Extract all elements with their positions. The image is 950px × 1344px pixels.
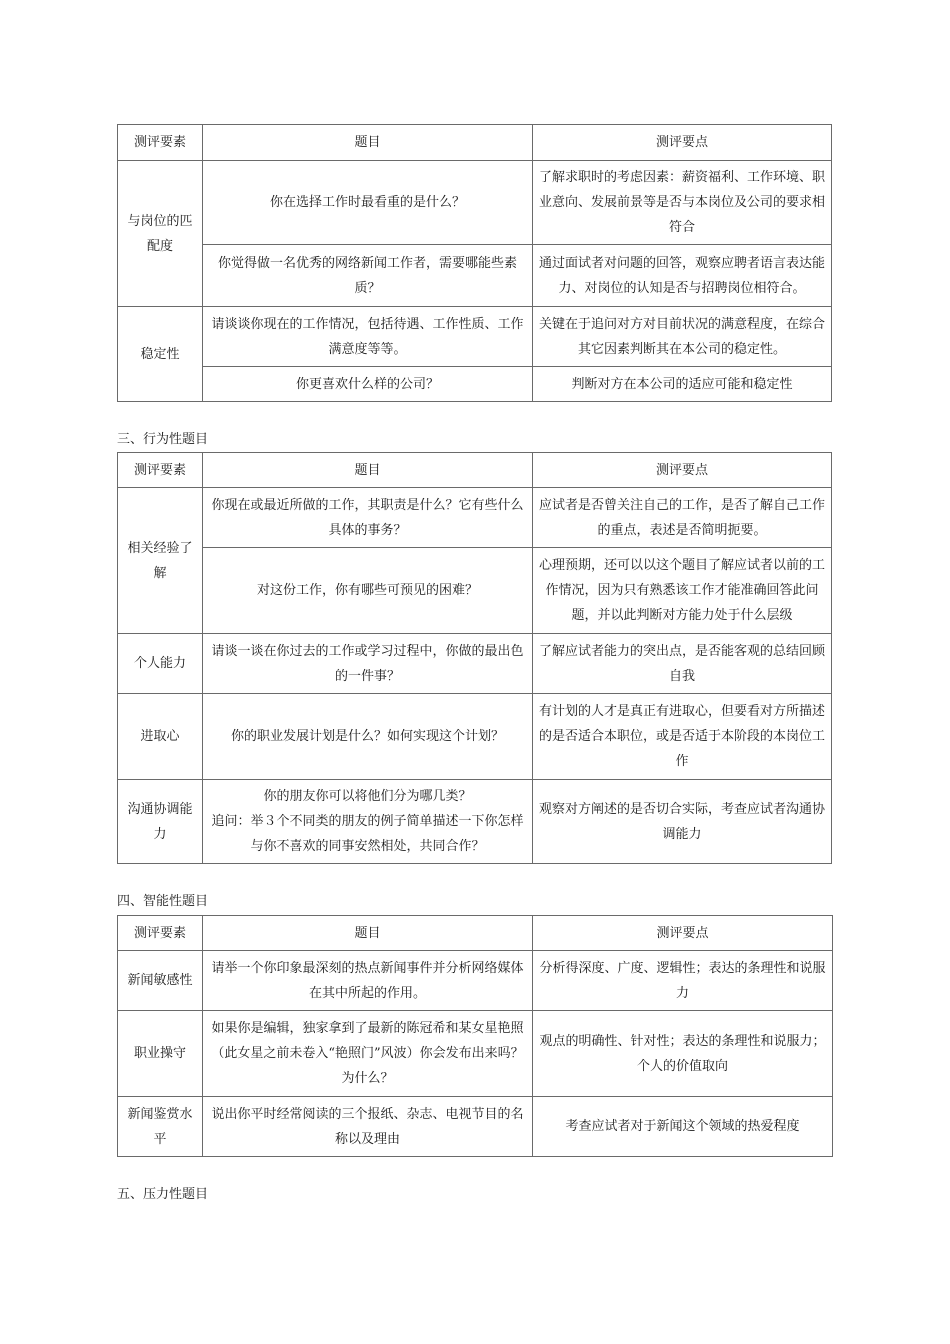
table-row [118,367,832,402]
section-title-pressure: 五、压力性题目 [117,1187,209,1202]
table-intelligence [117,915,833,1157]
question-cell: 请谈一谈在你过去的工作或学习过程中，你做的最出色的一件事？ [203,634,533,694]
table-row [118,780,832,864]
point-cell: 观察对方阐述的是否切合实际，考查应试者沟通协调能力 [533,780,832,864]
point-cell: 有计划的人才是真正有进取心，但要看对方所描述的是否适合本职位，或是否适于本阶段的本岗位工作 [533,694,832,780]
header-question: 题目 [203,453,533,488]
question-cell: 请谈谈你现在的工作情况，包括待遇、工作性质、工作满意度等等。 [203,307,533,367]
question-cell: 你更喜欢什么样的公司？ [203,367,533,402]
dim-cell: 新闻鉴赏水平 [118,1097,203,1157]
header-point: 测评要点 [533,125,832,161]
header-question: 题目 [203,916,533,951]
dim-cell: 沟通协调能力 [118,780,203,864]
table-header-row [118,916,833,951]
point-cell: 考查应试者对于新闻这个领域的热爱程度 [533,1097,833,1157]
table-row [118,245,832,307]
question-followup: 追问：举３个不同类的朋友的例子简单描述一下你怎样与你不喜欢的同事安然相处，共同合作？ [211,814,524,854]
question-cell: 你的职业发展计划是什么？如何实现这个计划？ [203,694,533,780]
table-header-row [118,125,832,161]
dim-cell: 相关经验了解 [118,488,203,634]
header-question: 题目 [203,125,533,161]
point-cell: 应试者是否曾关注自己的工作，是否了解自己工作的重点，表述是否简明扼要。 [533,488,832,548]
question-cell: 请举一个你印象最深刻的热点新闻事件并分析网络媒体在其中所起的作用。 [203,951,533,1011]
point-cell: 分析得深度、广度、逻辑性；表达的条理性和说服力 [533,951,833,1011]
dim-cell: 进取心 [118,694,203,780]
header-point: 测评要点 [533,453,832,488]
table-row [118,1097,833,1157]
dim-cell: 稳定性 [118,307,203,402]
question-cell: 你在选择工作时最看重的是什么？ [203,161,533,245]
point-cell: 判断对方在本公司的适应可能和稳定性 [533,367,832,402]
dim-cell: 个人能力 [118,634,203,694]
point-cell: 观点的明确性、针对性；表达的条理性和说服力；个人的价值取向 [533,1011,833,1097]
table-row [118,488,832,548]
question-cell [203,780,533,864]
table-header-row [118,453,832,488]
point-cell: 关键在于追问对方对目前状况的满意程度，在综合其它因素判断其在本公司的稳定性。 [533,307,832,367]
table-row [118,951,833,1011]
table-row [118,694,832,780]
section-title-intelligence: 四、智能性题目 [117,894,209,909]
question-cell: 你现在或最近所做的工作，其职责是什么？它有些什么具体的事务？ [203,488,533,548]
table-row [118,634,832,694]
section-title-behavioral: 三、行为性题目 [117,432,209,447]
header-dim: 测评要素 [118,125,203,161]
header-dim: 测评要素 [118,916,203,951]
question-cell: 说出你平时经常阅读的三个报纸、杂志、电视节目的名称以及理由 [203,1097,533,1157]
table-row [118,161,832,245]
question-cell: 对这份工作，你有哪些可预见的困难？ [203,548,533,634]
dim-cell: 新闻敏感性 [118,951,203,1011]
dim-cell: 与岗位的匹配度 [118,161,203,307]
table-match-stability [117,124,832,402]
table-behavioral [117,452,832,864]
table-row [118,307,832,367]
point-cell: 通过面试者对问题的回答，观察应聘者语言表达能力、对岗位的认知是否与招聘岗位相符合。 [533,245,832,307]
header-dim: 测评要素 [118,453,203,488]
question-cell: 你觉得做一名优秀的网络新闻工作者，需要哪能些素质？ [203,245,533,307]
header-point: 测评要点 [533,916,833,951]
table-row [118,1011,833,1097]
point-cell: 了解应试者能力的突出点，是否能客观的总结回顾自我 [533,634,832,694]
question-cell: 如果你是编辑，独家拿到了最新的陈冠希和某女星艳照（此女星之前未卷入“艳照门”风波）你会发布出来吗？为什么？ [203,1011,533,1097]
point-cell: 心理预期，还可以以这个题目了解应试者以前的工作情况，因为只有熟悉该工作才能准确回答此问题，并以此判断对方能力处于什么层级 [533,548,832,634]
question-line: 你的朋友你可以将他们分为哪几类？ [263,789,472,804]
point-cell: 了解求职时的考虑因素：薪资福利、工作环境、职业意向、发展前景等是否与本岗位及公司的要求相符合 [533,161,832,245]
dim-cell: 职业操守 [118,1011,203,1097]
table-row [118,548,832,634]
